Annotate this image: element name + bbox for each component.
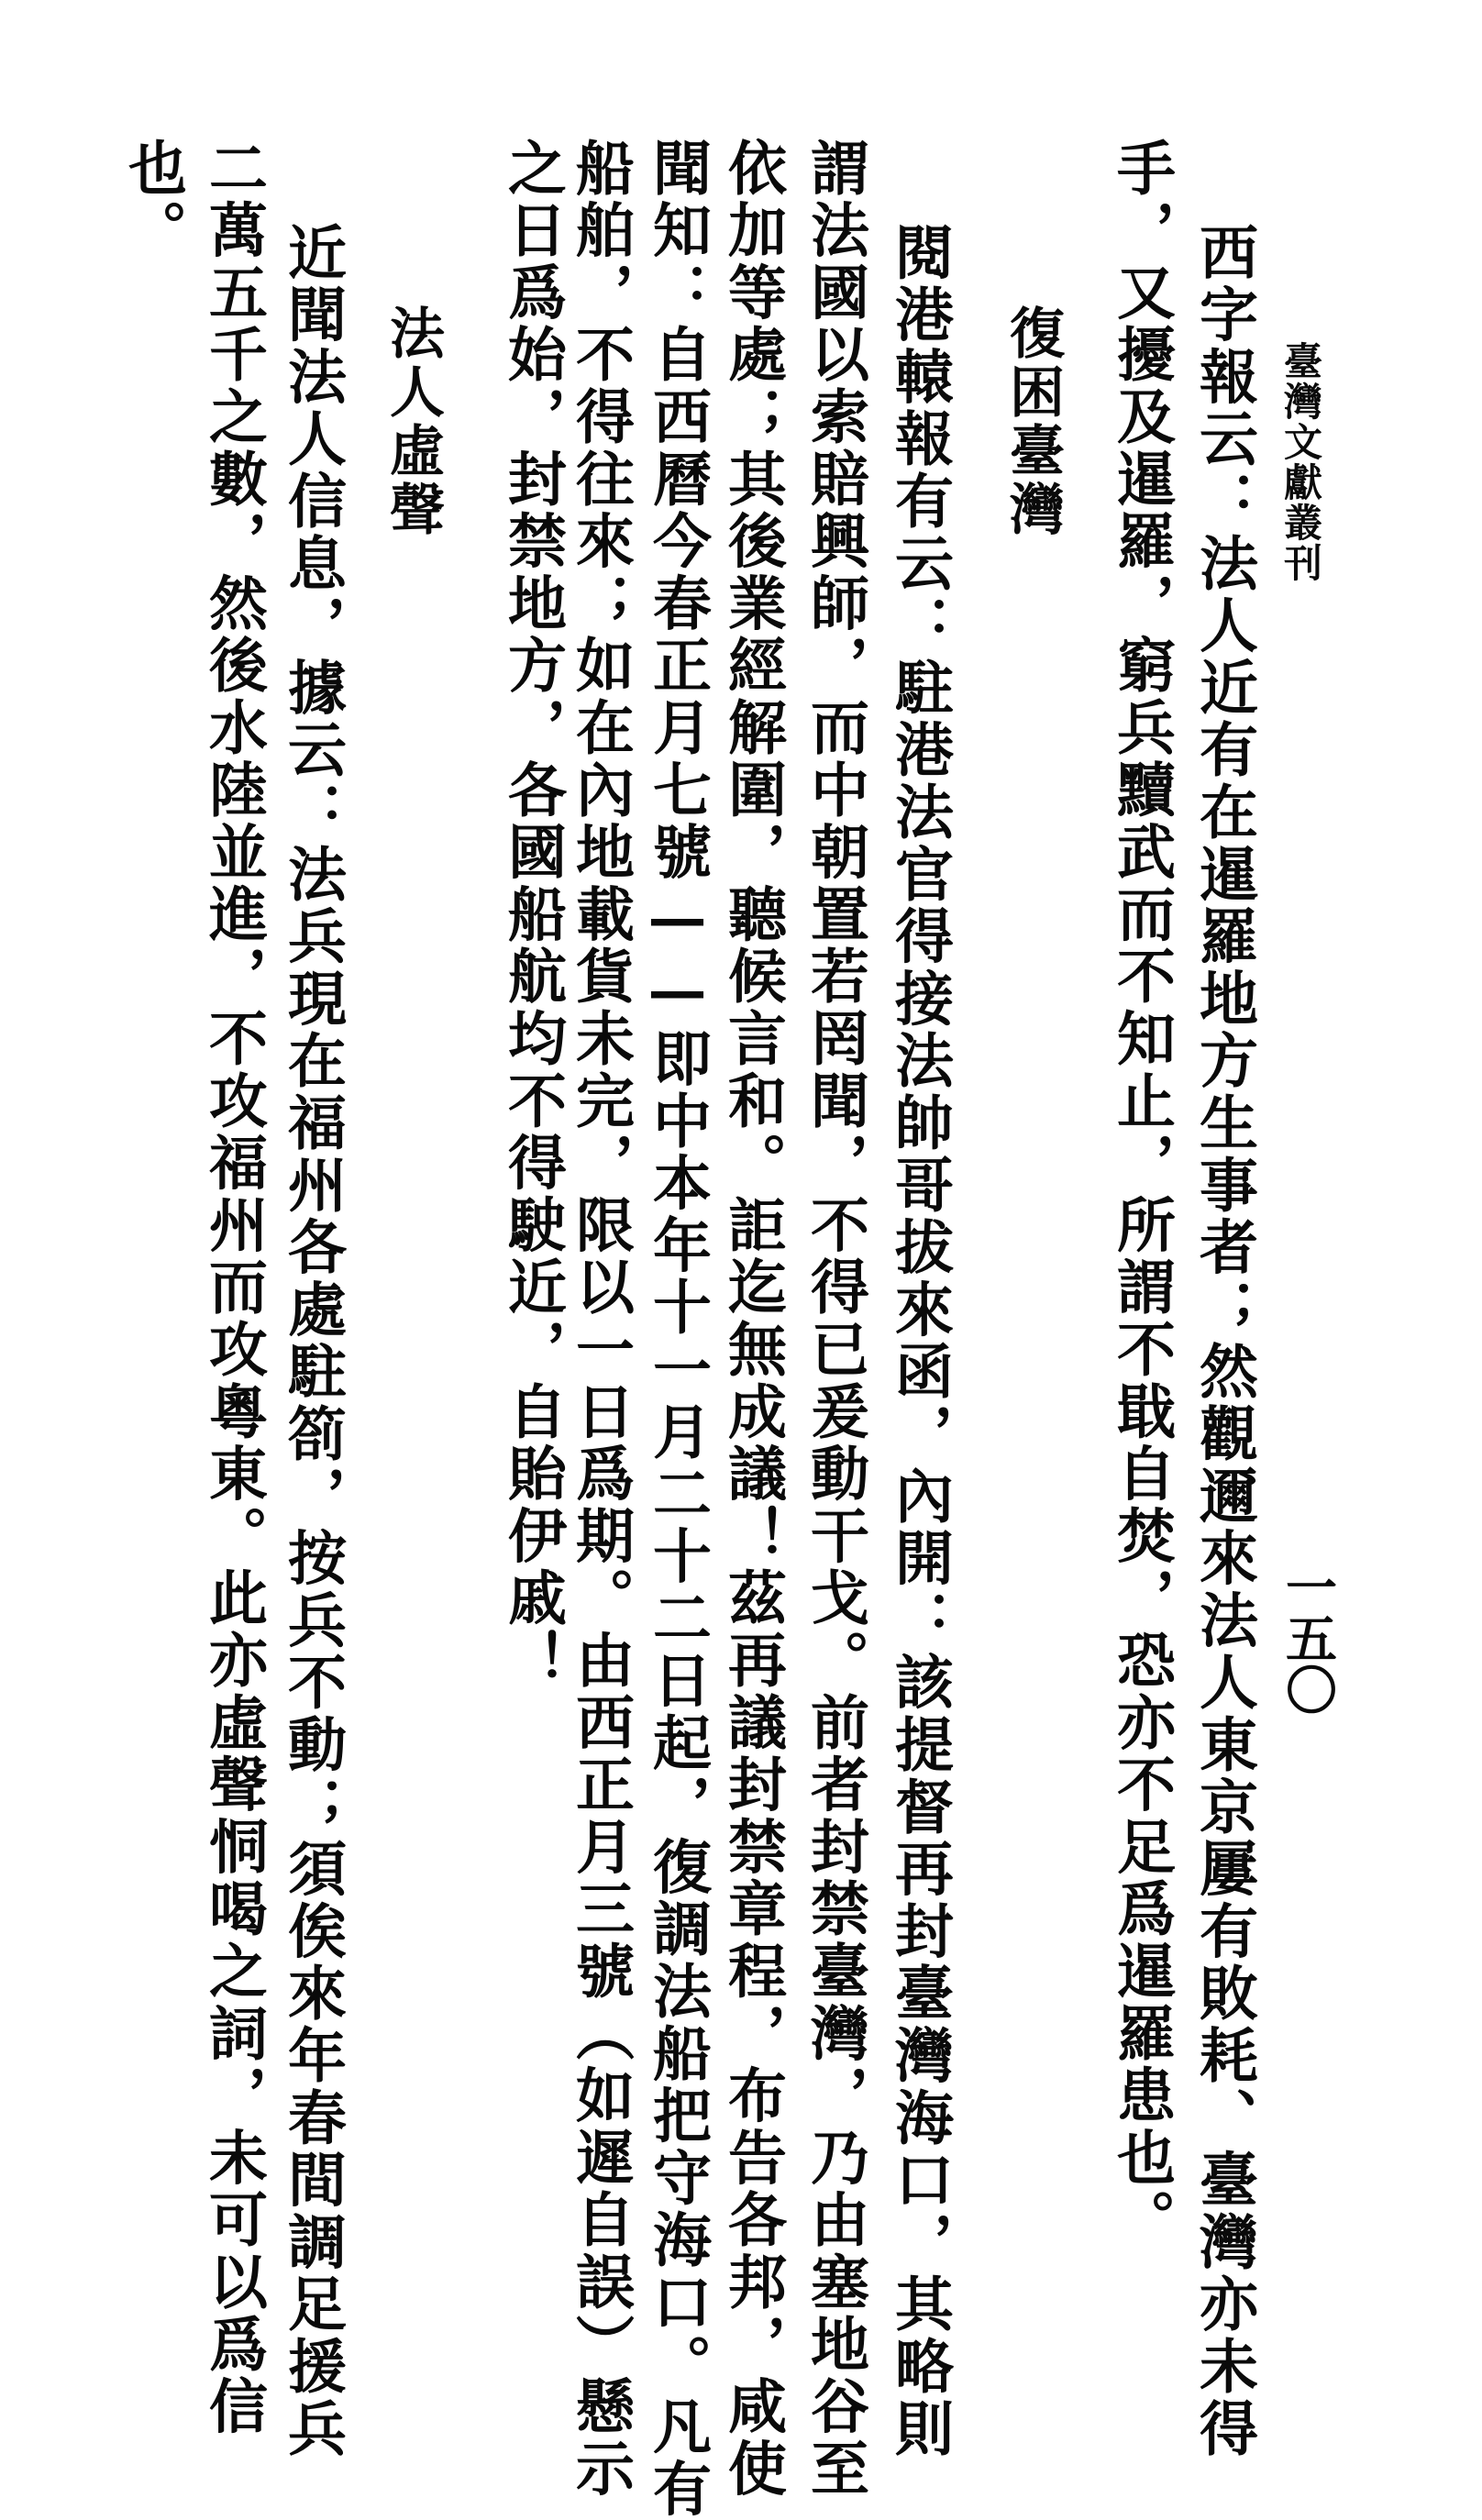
text-line: 聞知：自西曆今春正月七號——即中本年十一月二十二日起，復調法船把守海口。凡有	[643, 138, 712, 2520]
text-line: 閱港轅報有云：駐港法官得接法帥哥拔來函，內開：該提督再封臺灣海口，其略則	[885, 222, 954, 2460]
text-line: 之日爲始，封禁地方，各國船航均不得駛近，自貽伊戚！	[498, 138, 567, 1692]
section-heading: 復困臺灣	[1001, 304, 1065, 539]
text-line: 近聞法人信息，據云：法兵現在福州各處駐箚，按兵不動；須俟來年春間調足援兵	[278, 222, 347, 2460]
text-line: 二萬五千之數，然後水陸並進，不攻福州而攻粵東。此亦虛聲恫喝之詞，未可以爲信	[199, 138, 268, 2438]
text-line: 手，又擾及暹羅，窮兵黷武而不知止，所謂不戢自焚，恐亦不足爲暹羅患也。	[1107, 138, 1176, 2252]
page-number: 一五〇	[1277, 1561, 1338, 1715]
section-heading: 法人虛聲	[381, 304, 445, 539]
text-line: 依加等處；其後業經解圍，聽候言和。詎迄無成議！茲再議封禁章程，布告各邦，咸使	[718, 138, 787, 2501]
book-title: 臺灣文獻叢刊	[1278, 341, 1323, 583]
text-line: 謂法國以索賠興師，而中朝置若罔聞，不得已爰動干戈。前者封禁臺灣，乃由塞地谷至	[801, 138, 869, 2501]
text-line: 西字報云：法人近有在暹羅地方生事者；然觀邇來法人東京屢有敗耗、臺灣亦未得	[1189, 222, 1258, 2460]
text-line: 也。	[118, 138, 187, 262]
text-line: 船舶，不得往來；如在內地載貨未完，限以一日爲期。由西正月三號（如遲自誤）懸示	[566, 138, 635, 2501]
